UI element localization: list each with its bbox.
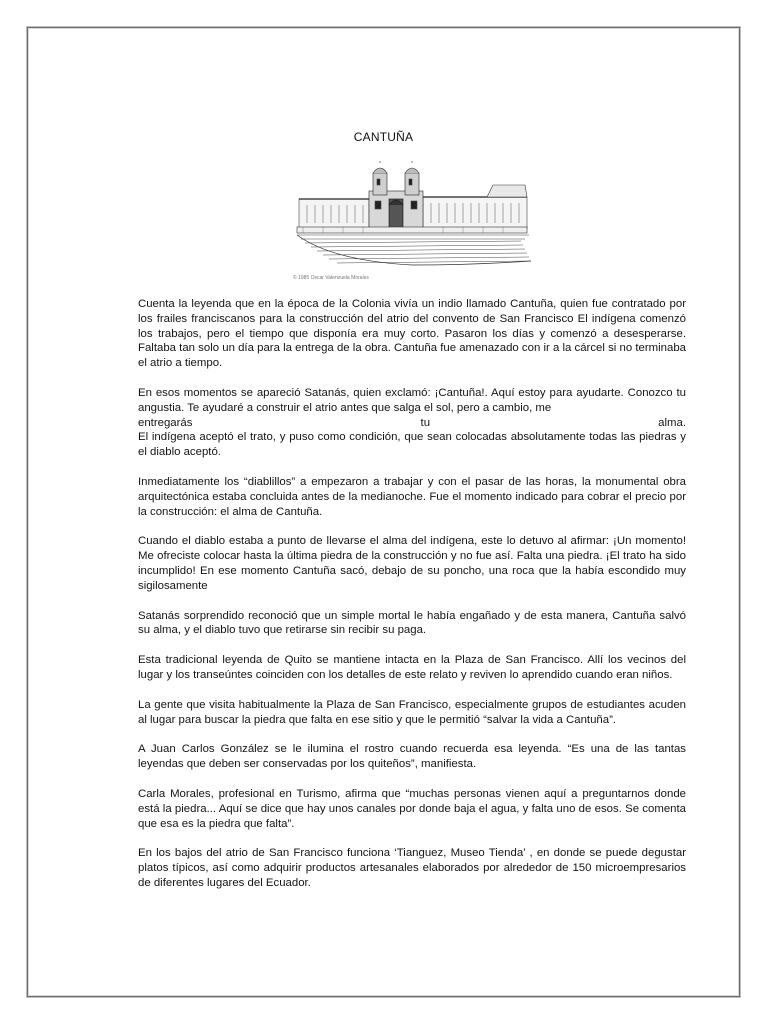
body-text	[138, 297, 686, 906]
church-illustration	[293, 161, 533, 286]
paragraph-4: Cuando el diablo estaba a punto de llevarse el alma del indígena, este lo detuvo al afirmar: ¡Un momento! Me ofreciste colocar hasta la última piedra de la construcción y no fue así. Falta una piedra. ¡El trato ha sido incumplido! En ese momento Cantuña sacó, debajo de su poncho, una roca que la había escondido muy sigilosamente	[138, 535, 686, 592]
paragraph-2-line-2: El indígena aceptó el trato, y puso como condición, que sean colocadas absolutamente todas las piedras y el diablo aceptó.	[138, 431, 686, 459]
paragraph-2	[138, 386, 686, 460]
image-caption: © 1985 Oscar Valenzuela Morales	[293, 275, 369, 281]
paragraph-7: La gente que visita habitualmente la Plaza de San Francisco, especialmente grupos de estudiantes acuden al lugar para buscar la piedra que falta en ese sitio y que le permitió “salvar la vida a Cantuña”.	[138, 698, 686, 726]
paragraph-10: En los bajos del atrio de San Francisco funciona ‘Tianguez, Museo Tienda’ , en donde se puede degustar platos típicos, así como adquirir productos artesanales elaborados por alrededor de 150 microempresarios de diferentes lugares del Ecuador.	[138, 847, 686, 889]
paragraph-2-spread-line	[138, 416, 686, 431]
paragraph-1: Cuenta la leyenda que en la época de la Colonia vivía un indio llamado Cantuña, quien fue contratado por los frailes franciscanos para la construcción del atrio del convento de San Francisco El indígena comenzó los trabajos, pero el tiempo que disponía era muy corto. Pasaron los días y comenzó a desesperarse. Faltaba tan solo un día para la entrega de la obra. Cantuña fue amenazado con ir a la cárcel si no terminaba el atrio a tiempo.	[138, 298, 686, 370]
word-alma: alma.	[658, 416, 686, 429]
san-francisco-church-drawing	[293, 161, 533, 286]
paragraph-6: Esta tradicional leyenda de Quito se mantiene intacta en la Plaza de San Francisco. Allí los vecinos del lugar y los transeúntes coinciden con los detalles de este relato y reviven lo aprendido cuando eran niños.	[138, 654, 686, 681]
paragraph-2-line-1: En esos momentos se apareció Satanás, quien exclamó: ¡Cantuña!. Aquí estoy para ayudarte. Conozco tu angustia. Te ayudaré a construir el atrio antes que salga el sol, pero a cambio, me	[138, 386, 686, 414]
document-title: CANTUÑA	[353, 130, 414, 144]
word-entregaras: entregarás	[138, 416, 193, 429]
paragraph-8: A Juan Carlos González se le ilumina el rostro cuando recuerda esa leyenda. “Es una de las tantas leyendas que deben ser conservadas por los quiteños”, manifiesta.	[138, 743, 686, 771]
paragraph-9: Carla Morales, profesional en Turismo, afirma que “muchas personas vienen aquí a preguntarnos donde está la piedra... Aquí se dice que hay unos canales por donde baja el agua, y falta uno de esos. Se comenta que esa es la piedra que falta”.	[138, 787, 686, 830]
paragraph-5: Satanás sorprendido reconoció que un simple mortal le había engañado y de esta manera, Cantuña salvó su alma, y el diablo tuvo que retirarse sin recibir su paga.	[138, 609, 686, 637]
paragraph-3: Inmediatamente los “diablillos” a empezaron a trabajar y con el pasar de las horas, la monumental obra arquitectónica estaba concluida antes de la medianoche. Fue el momento indicado para cobrar el precio por la construcción: el alma de Cantuña.	[138, 475, 686, 518]
word-tu: tu	[420, 416, 431, 429]
page-frame	[27, 27, 740, 997]
